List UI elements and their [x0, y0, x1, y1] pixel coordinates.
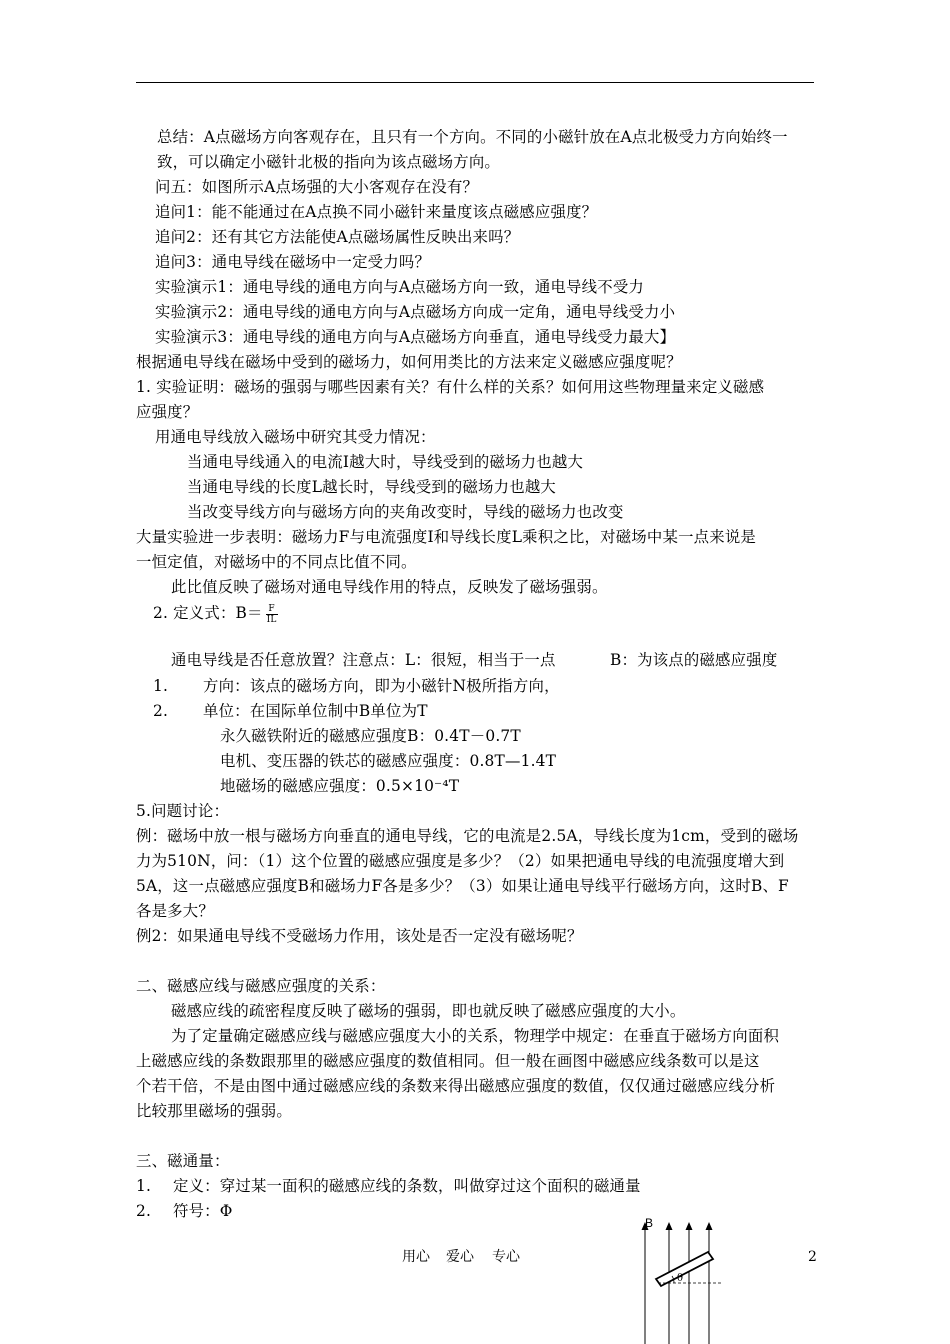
text-line: 通电导线是否任意放置？注意点：L：很短，相当于一点 [171, 651, 556, 669]
text-line: 大量实验进一步表明：磁场力F与电流强度I和导线长度L乘积之比，对磁场中某一点来说是 [136, 528, 757, 546]
text-line: 当改变导线方向与磁场方向的夹角改变时，导线的磁场力也改变 [187, 503, 624, 521]
text-line: 实验演示3：通电导线的通电方向与A点磁场方向垂直，通电导线受力最大】 [155, 328, 676, 346]
tilted-surface [656, 1252, 713, 1286]
text-line: 一恒定值，对磁场中的不同点比值不同。 [136, 553, 417, 571]
text-line: 致，可以确定小磁针北极的指向为该点磁场方向。 [157, 153, 500, 171]
text-line: 地磁场的磁感应强度：0.5×10⁻⁴T [220, 777, 460, 795]
text-line: 定义：穿过某一面积的磁感应线的条数，叫做穿过这个面积的磁通量 [173, 1177, 641, 1195]
text-line: 力为510N，问：（1）这个位置的磁感应强度是多少？（2）如果把通电导线的电流强度增大到 [136, 852, 785, 870]
text-line: 根据通电导线在磁场中受到的磁场力，如何用类比的方法来定义磁感应强度呢？ [136, 353, 682, 371]
list-number: 2. [136, 1202, 152, 1220]
text-line: 总结：A点磁场方向客观存在，且只有一个方向。不同的小磁针放在A点北极受力方向始终一 [157, 128, 788, 146]
text-line: 为了定量确定磁感应线与磁感应强度大小的关系，物理学中规定：在垂直于磁场方向面积 [171, 1027, 780, 1045]
list-number: 1. [136, 1177, 152, 1195]
text-line: 符号：Φ [173, 1202, 233, 1220]
fraction-numerator: F [266, 604, 278, 615]
text-line: 各是多大？ [136, 902, 214, 920]
magnetic-flux-diagram [630, 1212, 730, 1344]
fraction-denominator: IL [266, 614, 277, 625]
formula-fraction [266, 604, 278, 625]
arrow-up-icon [686, 1222, 693, 1230]
text-line: 单位：在国际单位制中B单位为T [203, 702, 428, 720]
text-line: 1. 实验证明：磁场的强弱与哪些因素有关？有什么样的关系？如何用这些物理量来定义磁感 [136, 378, 765, 396]
text-line: 追问1：能不能通过在A点换不同小磁针来量度该点磁感应强度？ [155, 203, 598, 221]
text-line: 永久磁铁附近的磁感应强度B：0.4T－0.7T [220, 727, 521, 745]
arrow-up-icon [706, 1222, 713, 1230]
text-line: 追问2：还有其它方法能使A点磁场属性反映出来吗？ [155, 228, 520, 246]
text-line: 磁感应线的疏密程度反映了磁场的强弱，即也就反映了磁感应强度的大小。 [171, 1002, 686, 1020]
text-line: 实验演示1：通电导线的通电方向与A点磁场方向一致，通电导线不受力 [155, 278, 645, 296]
text-line: 5A，这一点磁感应强度B和磁场力F各是多少？（3）如果让通电导线平行磁场方向，这时B、F [136, 877, 789, 895]
text-line: 问五：如图所示A点场强的大小客观存在没有？ [155, 178, 479, 196]
list-number: 2. [153, 702, 169, 720]
formula-label: 2. 定义式：B＝ [153, 604, 263, 622]
footer-text-3: 专心 [492, 1249, 520, 1265]
section-heading: 三、磁通量： [136, 1152, 230, 1170]
text-line: 例：磁场中放一根与磁场方向垂直的通电导线，它的电流是2.5A，导线长度为1cm，受到的磁场 [136, 827, 799, 845]
text-line: 用通电导线放入磁场中研究其受力情况： [155, 428, 436, 446]
list-number: 1. [153, 677, 169, 695]
text-line: 当通电导线通入的电流I越大时，导线受到的磁场力也越大 [187, 453, 584, 471]
text-line: 应强度？ [136, 403, 199, 421]
header-rule [136, 82, 814, 83]
theta-label: θ [677, 1273, 684, 1284]
page-number: 2 [808, 1249, 817, 1265]
footer-text-1: 用心 [402, 1249, 430, 1265]
definition-formula [153, 603, 278, 625]
arrow-up-icon [666, 1222, 673, 1230]
text-line: 方向：该点的磁场方向，即为小磁针N极所指方向， [203, 677, 560, 695]
text-line: 比较那里磁场的强弱。 [136, 1102, 292, 1120]
text-line: 当通电导线的长度L越长时，导线受到的磁场力也越大 [187, 478, 557, 496]
b-label: B [645, 1216, 654, 1230]
section-heading: 二、磁感应线与磁感应强度的关系： [136, 977, 386, 995]
text-line: 5.问题讨论： [136, 802, 230, 820]
text-line: 上磁感应线的条数跟那里的磁感应强度的数值相同。但一般在画图中磁感应线条数可以是这 [136, 1052, 760, 1070]
text-line: 此比值反映了磁场对通电导线作用的特点，反映发了磁场强弱。 [171, 578, 608, 596]
field-lines [645, 1228, 709, 1344]
footer-text-2: 爱心 [446, 1249, 474, 1265]
text-line: 例2：如果通电导线不受磁场力作用，该处是否一定没有磁场呢？ [136, 927, 583, 945]
text-line: B：为该点的磁感应强度 [610, 651, 778, 669]
text-line: 电机、变压器的铁芯的磁感应强度：0.8T—1.4T [220, 752, 557, 770]
text-line: 追问3：通电导线在磁场中一定受力吗？ [155, 253, 431, 271]
text-line: 实验演示2：通电导线的通电方向与A点磁场方向成一定角，通电导线受力小 [155, 303, 676, 321]
text-line: 个若干倍，不是由图中通过磁感应线的条数来得出磁感应强度的数值，仅仅通过磁感应线分析 [136, 1077, 776, 1095]
